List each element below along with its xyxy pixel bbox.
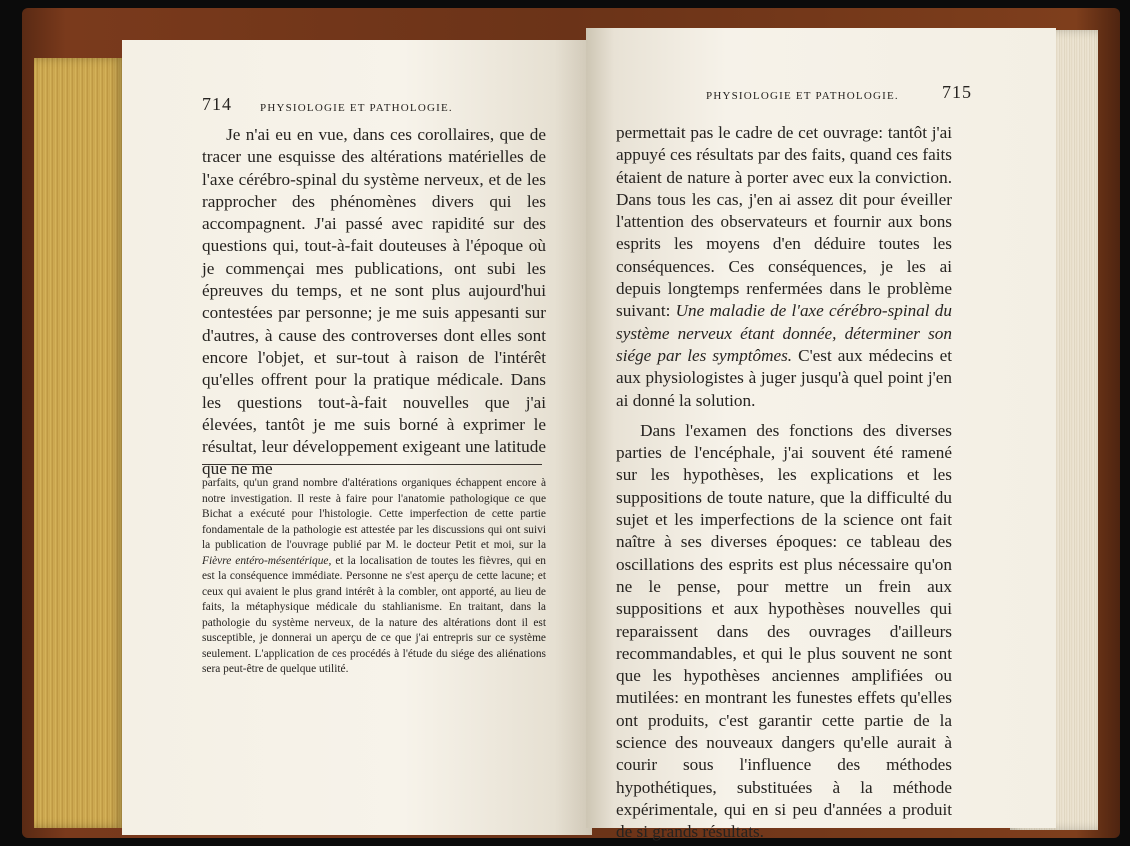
footnote-rule [202, 464, 542, 465]
running-head-right: PHYSIOLOGIE ET PATHOLOGIE. [706, 90, 899, 102]
right-paragraph-2: Dans l'examen des fonctions des diverses parties de l'encéphale, j'ai souvent été ramené sur les hypothèses, les explications et les suppositions de toute nature, que la difficulté du sujet et les imperfections de la science ont fait naître à ses diverses époques: ce tableau des oscillations des esprits est plus nécessaire qu'on ne le pense, pour mettre un frein aux suppositions et aux hypothèses nouvelles qui reparaissent dans des ouvrages d'ailleurs recommandables, et qui le plus souvent ne sont que les hypothèses anciennes amplifiées ou mutilées: en montrant les funestes effets qu'elles ont produits, c'est garantir cette partie de la science des nouveaux dangers qu'elle aurait à courir sous l'influence des méthodes hypothétiques, substituées à la méthode expérimentale, qui en si peu d'années a produit de si grands résultats. [616, 420, 952, 842]
left-paragraph: Je n'ai eu en vue, dans ces corollaires, que de tracer une esquisse des altérations matérielles de l'axe cérébro-spinal du système nerveux, et de les rapprocher des phénomènes divers qui les accompagnent. J'ai passé avec rapidité sur des questions qui, tout-à-fait douteuses à l'époque où je commençai mes publications, ont subi les épreuves du temps, et ne sont plus aujourd'hui contestées par personne; je me suis appesanti sur d'autres, à cause des controverses dont elles sont encore l'objet, et sur-tout à raison de l'intérêt qu'elles offrent pour la pratique médicale. Dans les questions tout-à-fait nouvelles que j'ai élevées, tantôt je me suis borné à exprimer le résultat, leur développement exigeant une latitude que ne me [202, 125, 546, 479]
left-page [122, 40, 592, 835]
right-page [586, 28, 1056, 842]
right-paragraph-1 [616, 122, 952, 412]
footnote-text [202, 476, 546, 678]
right-body-text [616, 122, 952, 844]
problem-statement-italic: Une maladie de l'axe cérébro-spinal du système nerveux étant donnée, déterminer son siége par les symptômes. [616, 301, 952, 365]
footnote-part-2: et la localisation de toutes les fièvres, qui en est la conséquence immédiate. Personne ne s'est aperçu de cette lacune; et ceux qui avaient le plus grand intérêt à la combler, ont apporté, au lieu de faits, la métaphysique médicale du stahlianisme. En traitant, dans la pathologie du système nerveux, de la nature des altérations dont il est susceptible, je donnerai un aperçu de ce que j'ai entrepris sur ce système seulement. L'application de ces procédés à l'étude du siége des aliénations sera peut-être de quelque utilité. [202, 554, 546, 675]
footnote-part-1: parfaits, qu'un grand nombre d'altérations organiques échappent encore à notre investigation. Il reste à faire pour l'anatomie pathologique ce que Bichat a exécuté pour l'histologie. Cette imperfection de cette partie fondamentale de la pathologie est attestée par les discussions qui ont suivi la publication de l'ouvrage publié par M. le docteur Petit et moi, sur la [202, 477, 546, 551]
footnote [202, 476, 546, 678]
page-edges-left [34, 58, 124, 828]
left-body-text [202, 124, 546, 481]
footnote-title-italic: Fièvre entéro-mésentérique, [202, 554, 332, 567]
right-page-header [586, 82, 1056, 116]
page-number-left: 714 [202, 94, 232, 114]
right-para1-part-1: permettait pas le cadre de cet ouvrage: tantôt j'ai appuyé ces résultats par des faits, quand ces faits étaient de nature à porter avec eux la conviction. Dans tous les cas, j'en ai assez dit pour éveiller l'attention des observateurs et fournir aux bons esprits les moyens d'en déduire toutes les conséquences. Ces conséquences, je les ai depuis longtemps renfermées dans le problème suivant: [616, 123, 952, 321]
running-head-left: PHYSIOLOGIE ET PATHOLOGIE. [260, 102, 453, 114]
page-number-right: 715 [942, 82, 972, 102]
right-para1-part-2: C'est aux médecins et aux physiologistes à juger jusqu'à quel point j'en ai donné la solution. [616, 345, 952, 410]
